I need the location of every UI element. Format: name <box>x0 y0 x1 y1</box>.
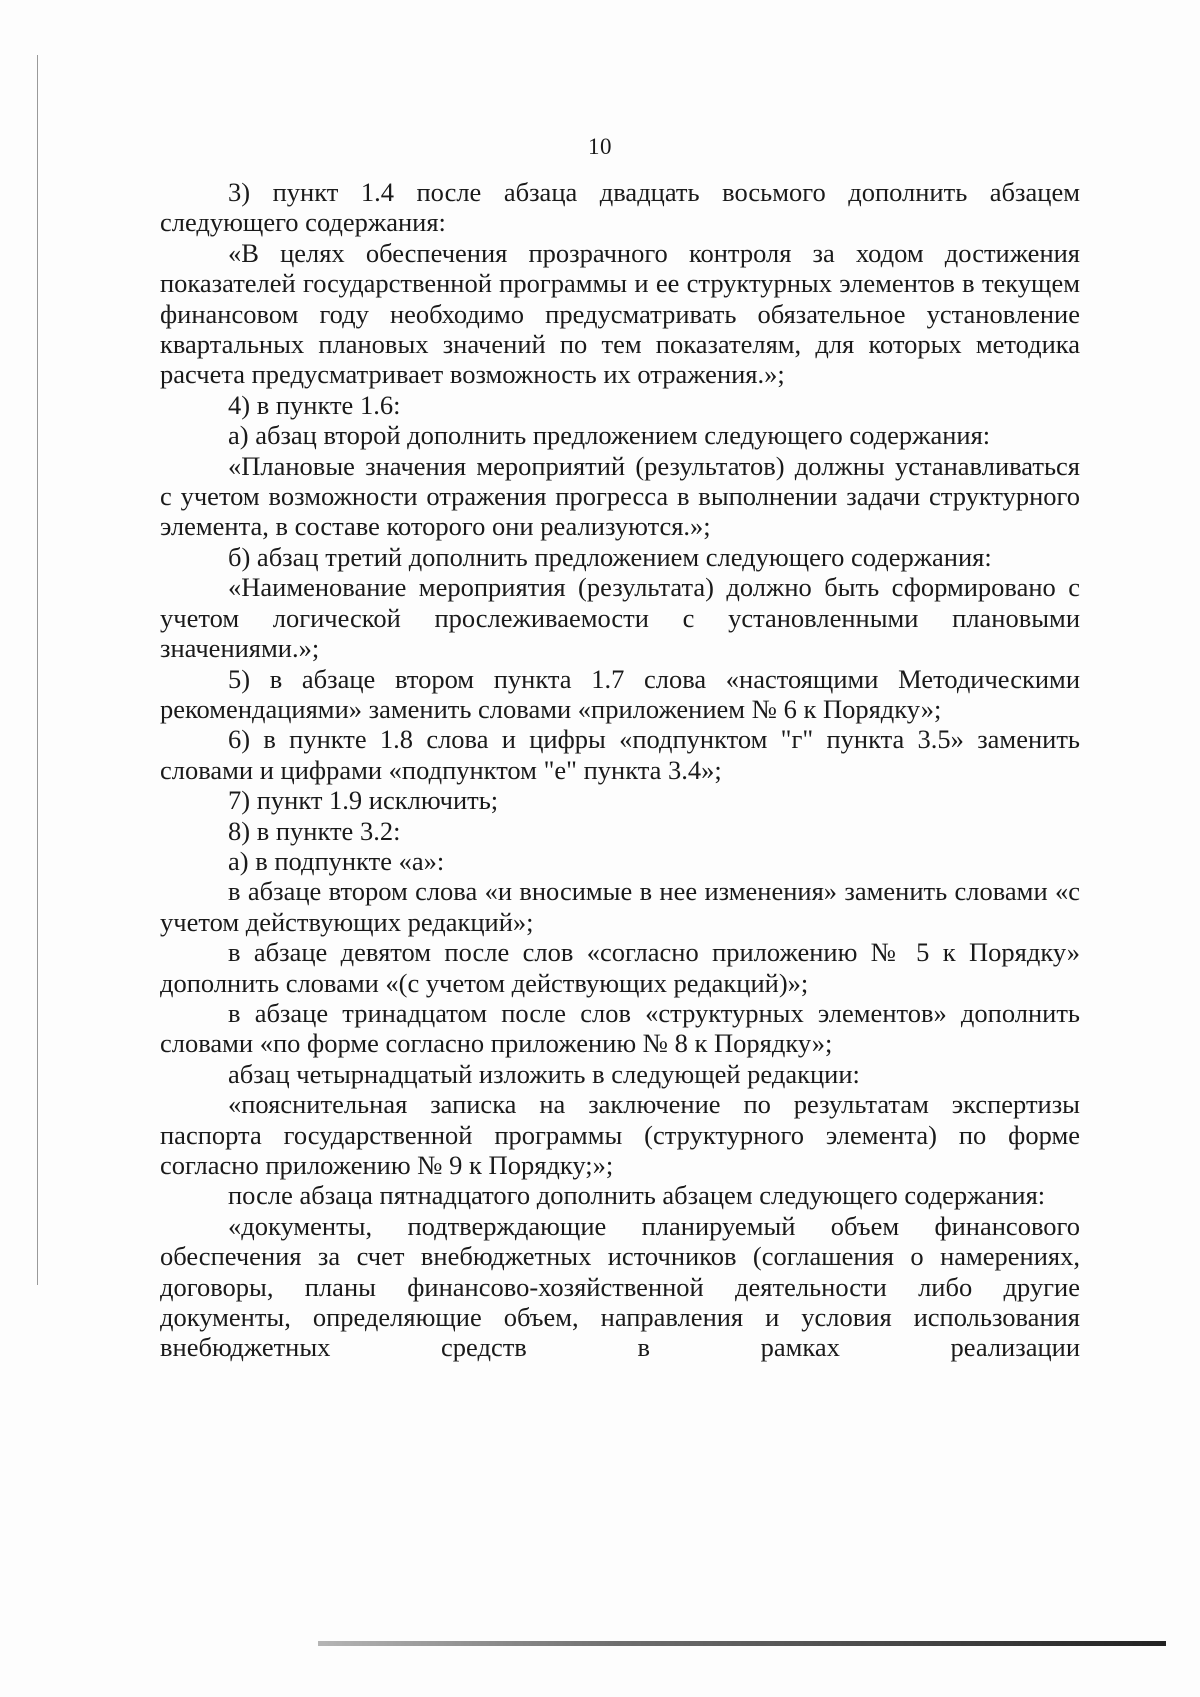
paragraph-9: 6) в пункте 1.8 слова и цифры «подпунктом "г" пункта 3.5» заменить словами и цифрами «подпунктом "е" пункта 3.4»; <box>160 724 1080 785</box>
document-body <box>160 177 1080 1363</box>
left-margin-line <box>37 55 38 1285</box>
paragraph-14: в абзаце девятом после слов «согласно приложению № 5 к Порядку» дополнить словами «(с учетом действующих редакций)»; <box>160 937 1080 998</box>
paragraph-5: «Плановые значения мероприятий (результатов) должны устанавливаться с учетом возможности отражения прогресса в выполнении задачи структурного элемента, в составе которого они реализуются.»; <box>160 450 1080 542</box>
bottom-edge-line <box>318 1641 1166 1646</box>
paragraph-18: после абзаца пятнадцатого дополнить абзацем следующего содержания: <box>228 1180 1046 1211</box>
paragraph-13: в абзаце втором слова «и вносимые в нее изменения» заменить словами «с учетом действующих редакций»; <box>160 876 1080 937</box>
paragraph-17: «пояснительная записка на заключение по результатам экспертизы паспорта государственной программы (структурного элемента) по форме согласно приложению № 9 к Порядку;»; <box>160 1089 1080 1180</box>
paragraph-1: 3) пункт 1.4 после абзаца двадцать восьмого дополнить абзацем следующего содержания: <box>160 177 1080 238</box>
paragraph-8: 5) в абзаце втором пункта 1.7 слова «настоящими Методическими рекомендациями» заменить словами «приложением № 6 к Порядку»; <box>160 663 1080 724</box>
paragraph-11: 8) в пункте 3.2: <box>228 815 401 846</box>
paragraph-10: 7) пункт 1.9 исключить; <box>228 785 499 816</box>
paragraph-12: а) в подпункте «а»: <box>228 845 445 876</box>
paragraph-7: «Наименование мероприятия (результата) должно быть сформировано с учетом логической прослеживаемости с установленными плановыми значениями.»; <box>160 572 1080 664</box>
paragraph-6: б) абзац третий дополнить предложением следующего содержания: <box>228 541 992 572</box>
paragraph-16: абзац четырнадцатый изложить в следующей редакции: <box>228 1058 860 1089</box>
paragraph-15: в абзаце тринадцатом после слов «структурных элементов» дополнить словами «по форме согласно приложению № 8 к Порядку»; <box>160 997 1080 1059</box>
page-number: 10 <box>588 134 612 159</box>
paragraph-3: 4) в пункте 1.6: <box>228 389 401 420</box>
paragraph-2: «В целях обеспечения прозрачного контроля за ходом достижения показателей государственной программы и ее структурных элементов в текущем финансовом году необходимо предусматривать обязательное установление квартальных плановых значений по тем показателям, для которых методика расчета предусматривает возможность их отражения.»; <box>160 237 1080 390</box>
paragraph-19: «документы, подтверждающие планируемый объем финансового обеспечения за счет внебюджетных источников (соглашения о намерениях, договоры, планы финансово-хозяйственной деятельности либо другие документы, определяющие объем, направления и условия использования внебюджетных средств в рамках реализации <box>160 1210 1080 1363</box>
paragraph-4: а) абзац второй дополнить предложением следующего содержания: <box>228 420 991 451</box>
